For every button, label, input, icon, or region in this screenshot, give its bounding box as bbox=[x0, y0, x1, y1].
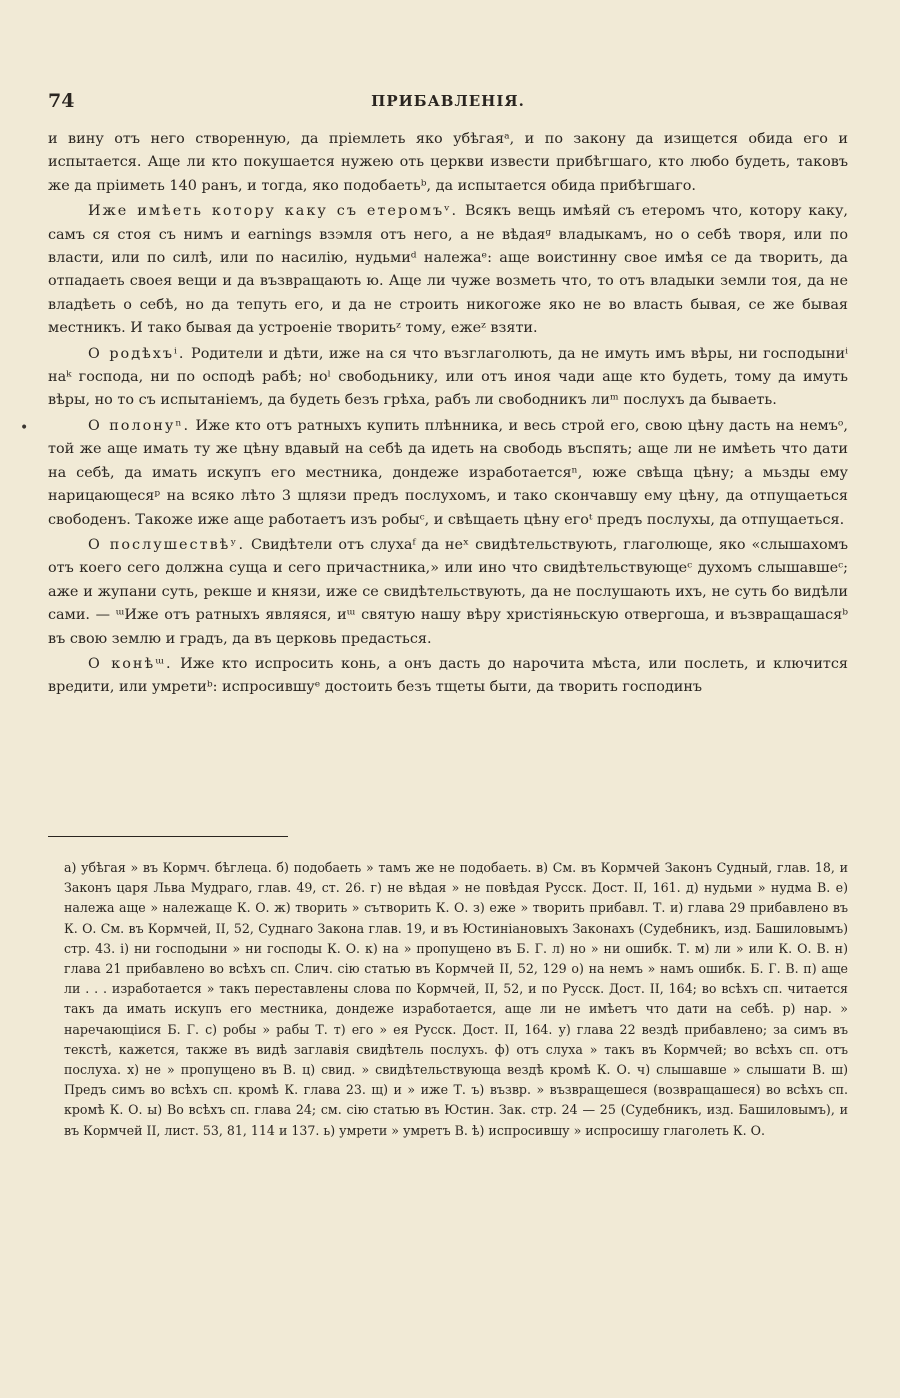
margin-marker: • bbox=[20, 420, 29, 436]
running-head bbox=[48, 90, 848, 114]
page-number: 74 bbox=[48, 90, 75, 112]
paragraph-text: Родители и дѣти, иже на ся что възглаголють, да не имуть имъ вѣры, ни господыниⁱ наᵏ господа, ни по осподѣ рабѣ; ноˡ свободьнику, или отъ иноя чади аще кто будеть, тому да имуть вѣры, но то съ испытаніемъ, да будеть безъ грѣха, рабъ ли свободникъ лиᵐ послухъ да бываеть. bbox=[48, 345, 848, 409]
paragraph-text: Иже кто отъ ратныхъ купить плѣнника, и весь строй его, свою цѣну дасть на немъᵒ, той же аще имать ту же цѣну вдавый на себѣ да идеть на свободь въспять; аще ли не имѣеть что дати на себѣ, да имать искупъ его местника, дондеже изработаетсяⁿ, юже свѣща цѣну; а мьзды ему нарицающесяᵖ на всяко лѣто 3 щлязи предъ послухомъ, и тако скончавшу ему цѣну, да отпущаеться свободенъ. Такоже иже аще работаетъ изъ робыᶜ, и свѣщаеть цѣну егоᵗ предъ послухы, да отпущаеться. bbox=[48, 417, 848, 528]
section-heading: О конѣᵚ. bbox=[88, 655, 173, 672]
main-text bbox=[48, 128, 848, 702]
paragraph-text: Всякъ вещь имѣяй съ етеромъ что, котору каку, самъ ся стоя съ нимъ и earnings взэмля отъ него, а не вѣдаяᵍ владыкамъ, но о себѣ творя, или по власти, или по силѣ, или по насилію, нудьмиᵈ належаᵉ: аще воистинну свое имѣя се да творить, да отпадаеть своея вещи и да възвращають ю. Аще ли чуже возметь что, то отъ владыки земли тоя, да не владѣеть о себѣ, но да тепуть его, и да не строить никогоже яко не во власть бывая, се же бывая местникъ. И тако бывая да устроеніе творитьᶻ тому, ежеᶻ взяти. bbox=[48, 203, 848, 337]
section-heading: О родѣхъⁱ. bbox=[88, 345, 186, 362]
paragraph-text: Свидѣтели отъ слухаᶠ да неˣ свидѣтельствують, глаголюще, яко «слышахомъ отъ коего сего должна суща и сего причастника,» или ино что свидѣтельствующеᶜ духомъ слышавшеᶜ; аже и жупани суть, рекше и князи, иже се свидѣтельствують, да не послушають ихъ, не суть бо видѣли сами. — ᵚИже отъ ратныхъ являяся, иᵚ святую нашу вѣру христіяньскую отвергоша, и възвращашасяᵇ въ свою землю и градъ, да въ церковь предасться. bbox=[48, 536, 848, 647]
paragraph-4 bbox=[48, 415, 848, 532]
paragraph-5 bbox=[48, 534, 848, 651]
paragraph-3 bbox=[48, 343, 848, 413]
footnotes bbox=[64, 858, 848, 1141]
paragraph-2 bbox=[48, 200, 848, 340]
footnote-divider bbox=[48, 836, 288, 837]
footnotes-text: а) убѣгая » въ Кормч. бѣглеца. б) подобаеть » тамъ же не подобаеть. в) См. въ Кормчей Законъ Судный, глав. 18, и Законъ царя Льва Мудраго, глав. 49, ст. 26. г) не вѣдая » не повѣдая Русск. Дост. II, 161. д) нудьми » нудма В. е) належа аще » належаще К. О. ж) творить » сътворить К. О. з) еже » творить прибавл. Т. и) глава 29 прибавлено въ К. О. См. въ Кормчей, II, 52, Суднаго Закона глав. 19, и въ Юстиніановыхъ Законахъ (Судебникъ, изд. Башиловымъ) стр. 43. і) ни господыни » ни господы К. О. к) на » пропущено въ Б. Г. л) но » ни ошибк. Т. м) ли » или К. О. В. н) глава 21 прибавлено во всѣхъ сп. Слич. сію статью въ Кормчей II, 52, 129 о) на немъ » намъ ошибк. Б. Г. В. п) аще ли . . . изработается » такъ переставлены слова по Кормчей, II, 52, и по Русск. Дост. II, 164; во всѣхъ сп. читается такъ да имать искупъ его местника, дондеже изработается, аще ли не имѣетъ что дати на себѣ. р) нар. » наречающіися Б. Г. с) робы » рабы Т. т) его » ея Русск. Дост. II, 164. у) глава 22 вездѣ прибавлено; за симъ въ текстѣ, кажется, также въ видѣ заглавія свидѣтель послухъ. ф) отъ слуха » такъ въ Кормчей; во всѣхъ сп. отъ послуха. х) не » пропущено въ В. ц) свид. » свидѣтельствующа вездѣ кромѣ К. О. ч) слышавше » слышати В. ш) Предъ симъ во всѣхъ сп. кромѣ К. глава 23. щ) и » иже Т. ъ) възвр. » възвращешеся (возвращашеся) во всѣхъ сп. кромѣ К. О. ы) Во всѣхъ сп. глава 24; см. сію статью въ Юстин. Зак. стр. 24 — 25 (Судебникъ, изд. Башиловымъ), и въ Кормчей II, лист. 53, 81, 114 и 137. ь) умрети » умретъ В. ѣ) испросившу » испросишу глаголеть К. О. bbox=[64, 860, 848, 1138]
paragraph-1: и вину отъ него створенную, да пріемлеть яко убѣгаяᵃ, и по закону да изищется обида его и испытается. Аще ли кто покушается нужею оть церкви извести прибѣгшаго, кто любо будеть, таковъ же да пріиметь 140 ранъ, и тогда, яко подобаетьᵇ, да испытается обида прибѣгшаго. bbox=[48, 131, 848, 194]
section-heading: О послушествѣʸ. bbox=[88, 536, 246, 553]
header-title: ПРИБАВЛЕНІЯ. bbox=[371, 92, 525, 110]
section-heading: Иже имѣеть котору каку съ етеромъᵛ. bbox=[88, 203, 459, 220]
section-heading: О полонуⁿ. bbox=[88, 417, 191, 434]
paragraph-text: Иже кто испросить конь, а онъ дасть до нарочита мѣста, или послеть, и ключится вредити, или умретиᵇ: испросившуᵉ достоить безъ тщеты быти, да творить господинъ bbox=[48, 655, 849, 696]
paragraph-6 bbox=[48, 653, 848, 700]
